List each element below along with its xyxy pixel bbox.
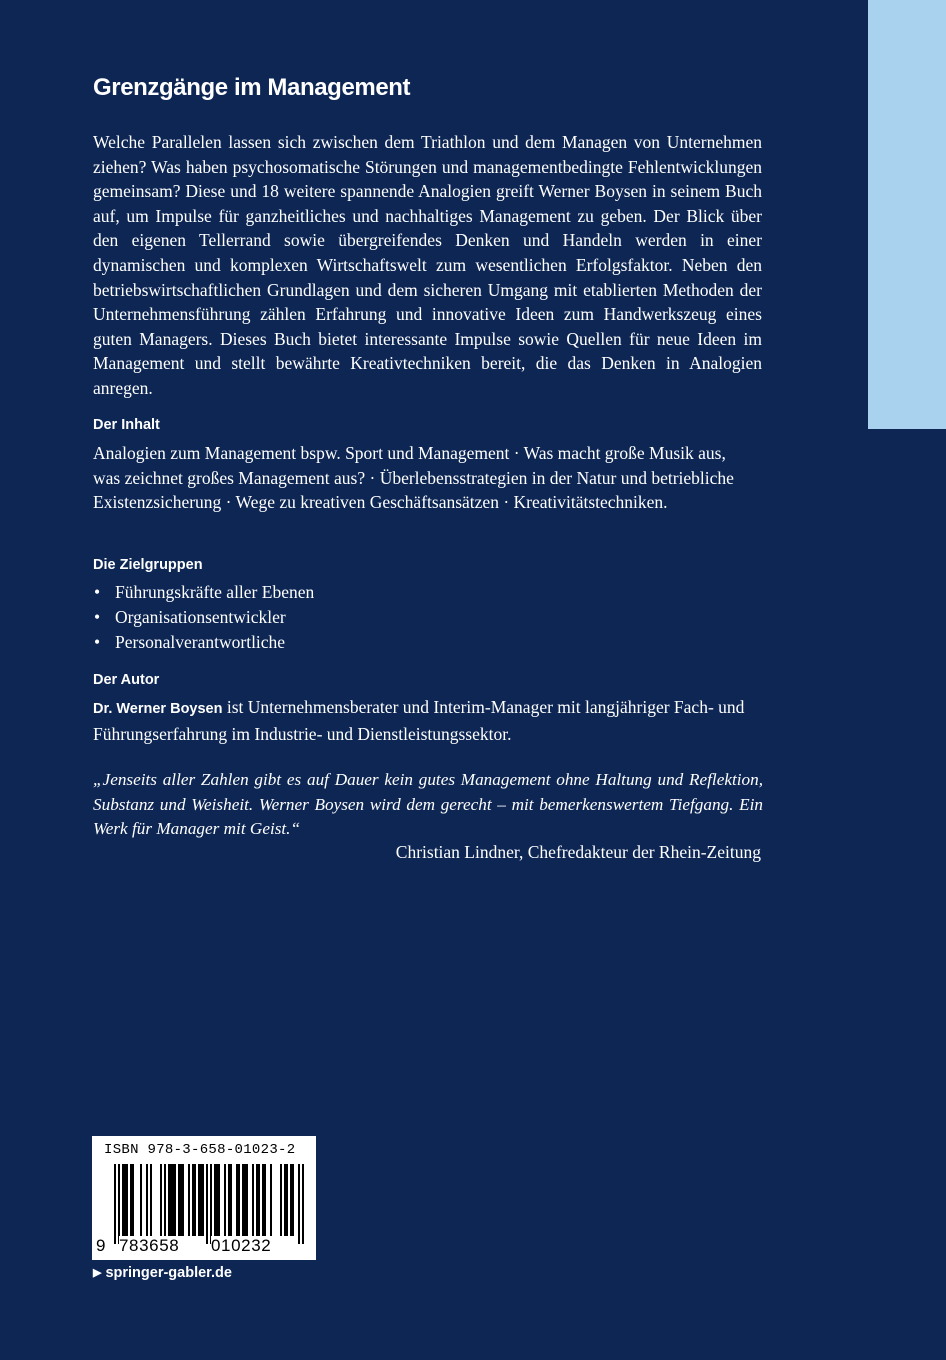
barcode-bar [238, 1164, 240, 1236]
play-arrow-icon: ▶ [93, 1267, 102, 1279]
barcode-bar [210, 1164, 212, 1244]
list-item [93, 580, 314, 605]
barcode-bar [198, 1164, 200, 1236]
barcode-bar [122, 1164, 124, 1236]
audience-item: Führungskräfte aller Ebenen [115, 582, 315, 602]
barcode-bar [132, 1164, 134, 1236]
barcode-bar [264, 1164, 266, 1236]
ean-right-digits: 010232 [211, 1236, 272, 1255]
barcode-bar [194, 1164, 196, 1236]
barcode-bar [302, 1164, 304, 1244]
barcode-bar [114, 1164, 116, 1244]
barcode-bar [256, 1164, 258, 1236]
bullet-icon: • [94, 582, 101, 602]
intro-paragraph: Welche Parallelen lassen sich zwischen dem Triathlon und dem Managen von Unternehmen ziehen? Was haben psychosomatische Störungen und managementbedingte Fehlentwicklungen gemeinsam? Diese und 18 weitere spannende Analogien greift Werner Boysen in seinem Buch auf, um Impulse für ganzheitliches und nachhaltiges Management zu geben. Der Blick über den eigenen Tellerrand sowie übergreifendes Denken und Handeln werden in einer dynamischen und komplexen Wirtschaftswelt zum wesentlichen Erfolgsfaktor. Neben den betriebswirtschaftlichen Grundlagen und dem sicheren Umgang mit etablierten Methoden der Unternehmensführung zählen Erfahrung und innovative Ideen zum Handwerkszeug eines guten Managers. Dieses Buch bietet interessante Impulse sowie Quellen für neue Ideen im Management und stellt bewährte Kreativtechniken bereit, die das Denken in Analogien anregen. [93, 132, 762, 398]
publisher-website [93, 1265, 232, 1281]
barcode-bar [228, 1164, 230, 1236]
audience-item: Organisationsentwickler [115, 606, 286, 627]
barcode-bar [206, 1164, 208, 1244]
barcode-bar [174, 1164, 176, 1236]
barcode-bar [146, 1164, 148, 1236]
contents-text: Analogien zum Management bspw. Sport und Management · Was macht große Musik aus, was zeichnet großes Management aus? · Überlebensstrategien in der Natur und betriebliche Existenzsicherung · Wege zu kreativen Geschäftsansätzen · Kreativitätstechniken. [93, 443, 734, 512]
barcode-bar [182, 1164, 184, 1236]
bullet-icon: • [94, 606, 101, 627]
barcode-bar [172, 1164, 174, 1236]
barcode-bars [92, 1164, 316, 1244]
audience-list [93, 580, 314, 654]
bullet-icon: • [94, 631, 101, 652]
barcode-bar [242, 1164, 244, 1236]
barcode-bar [286, 1164, 288, 1236]
barcode-bar [246, 1164, 248, 1236]
barcode-bar [118, 1164, 120, 1244]
barcode-bar [270, 1164, 272, 1236]
barcode-bar [160, 1164, 162, 1236]
barcode-bar [252, 1164, 254, 1236]
barcode-bar [200, 1164, 202, 1236]
quote-source: Christian Lindner, Chefredakteur der Rhein-Zeitung [395, 842, 761, 862]
isbn-barcode [92, 1136, 316, 1260]
barcode-bar [192, 1164, 194, 1236]
barcode-bar [236, 1164, 238, 1236]
barcode-bar [150, 1164, 152, 1236]
barcode-bar [298, 1164, 300, 1244]
barcode-bar [290, 1164, 292, 1236]
barcode-bar [224, 1164, 226, 1236]
barcode-bar [178, 1164, 180, 1236]
barcode-bar [244, 1164, 246, 1236]
ean-lead-digit: 9 [96, 1236, 107, 1255]
contents-heading: Der Inhalt [93, 417, 160, 433]
author-heading: Der Autor [93, 672, 160, 688]
barcode-bar [230, 1164, 232, 1236]
barcode-bar [126, 1164, 128, 1236]
barcode-bar [170, 1164, 172, 1236]
list-item [93, 605, 314, 630]
barcode-bar [164, 1164, 166, 1236]
barcode-bar [202, 1164, 204, 1236]
barcode-bar [188, 1164, 190, 1236]
barcode-bar [284, 1164, 286, 1236]
barcode-bar [180, 1164, 182, 1236]
author-name: Dr. Werner Boysen [93, 701, 223, 717]
ean-left-digits: 783658 [119, 1236, 180, 1255]
page-title: Grenzgänge im Management [93, 74, 411, 101]
audience-heading: Die Zielgruppen [93, 557, 203, 573]
barcode-bar [140, 1164, 142, 1236]
barcode-bar [130, 1164, 132, 1236]
barcode-bar [216, 1164, 218, 1236]
quote-text: „Jenseits aller Zahlen gibt es auf Dauer kein gutes Management ohne Haltung und Reflektion, Substanz und Weisheit. Werner Boysen wird dem gerecht – mit bemerkenswertem Tiefgang. Ein Werk für Manager mit Geist.“ [93, 770, 763, 839]
barcode-bar [214, 1164, 216, 1236]
isbn-label: ISBN 978-3-658-01023-2 [104, 1142, 296, 1158]
barcode-bar [124, 1164, 126, 1236]
author-bio [93, 695, 763, 746]
accent-tab [868, 0, 946, 429]
barcode-bar [280, 1164, 282, 1236]
barcode-bar [168, 1164, 170, 1236]
barcode-bar [262, 1164, 264, 1236]
barcode-bar [218, 1164, 220, 1236]
audience-item: Personalverantwortliche [115, 631, 286, 652]
barcode-bar [292, 1164, 294, 1236]
website-label: springer-gabler.de [105, 1265, 232, 1281]
author-text: ist Unternehmensberater und Interim-Manager mit langjähriger Fach- und Führungserfahrung im Industrie- und Dienstleistungssektor. [93, 697, 745, 744]
barcode-bar [258, 1164, 260, 1236]
list-item [93, 630, 314, 655]
